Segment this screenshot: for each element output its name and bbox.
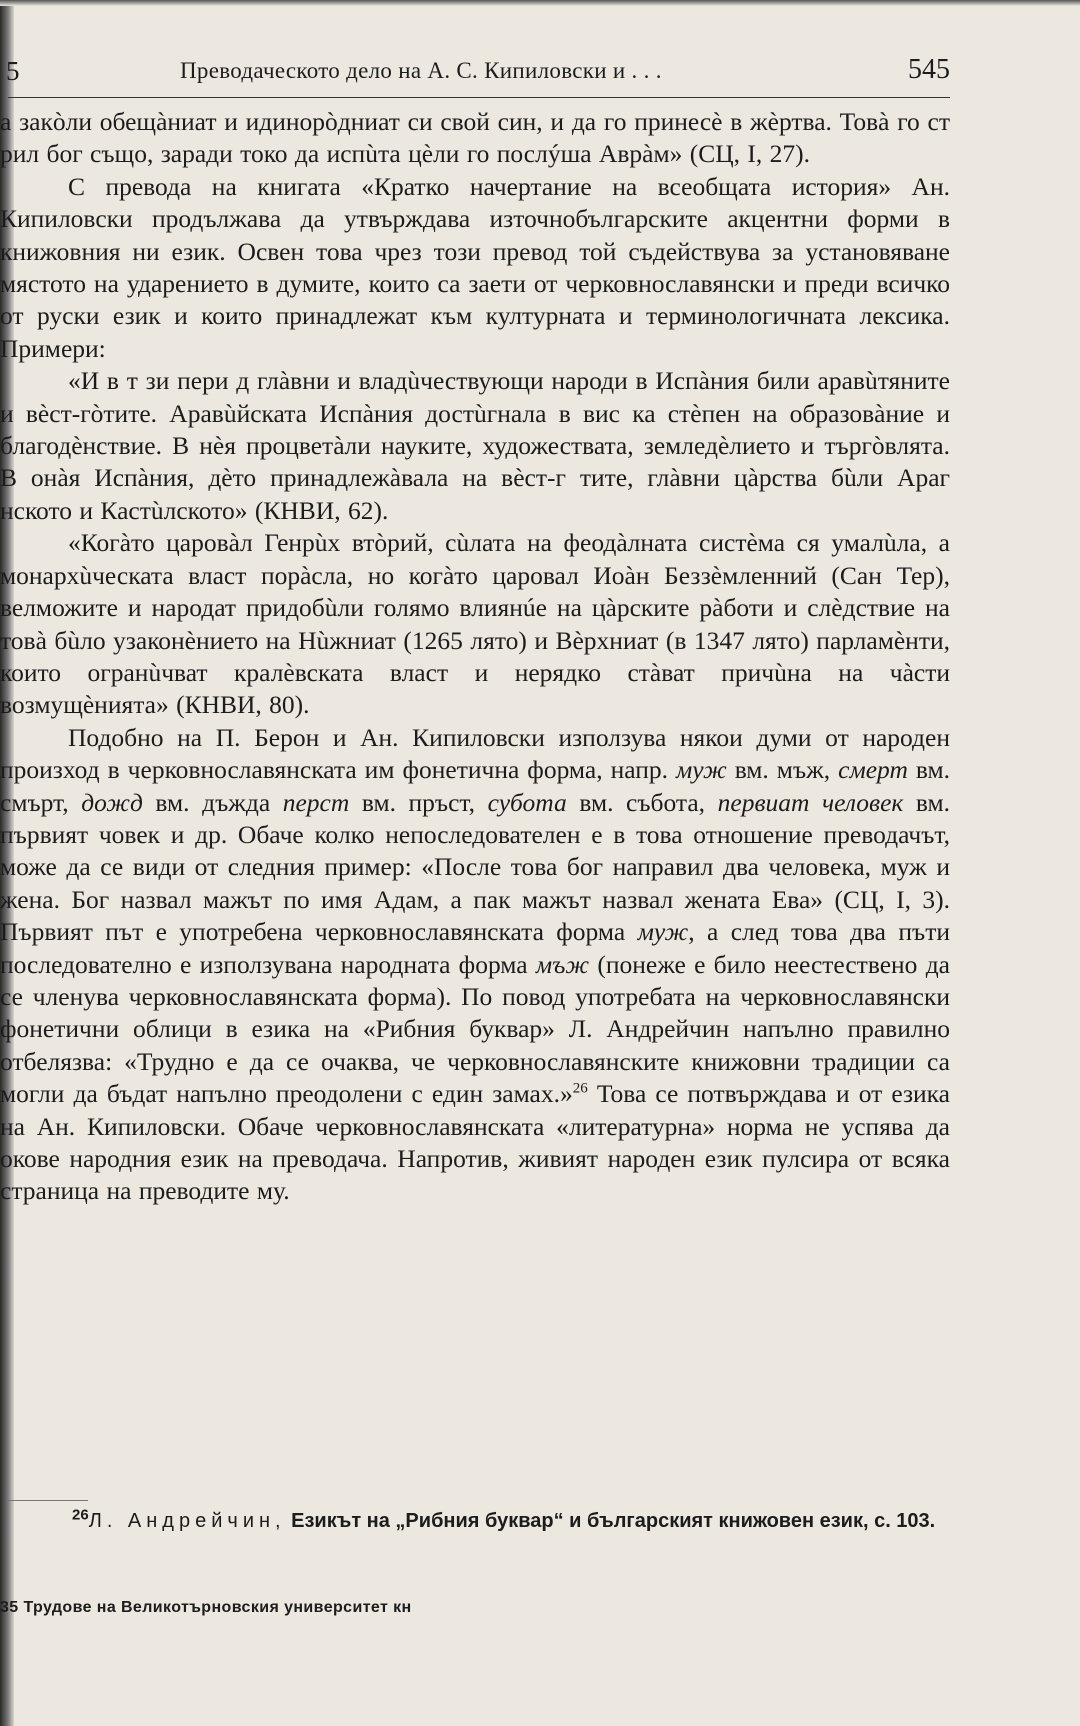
- text-run: , а след това два пъти последователно е използувана народната форма: [0, 917, 950, 979]
- text-run: вм. дъжда: [142, 787, 283, 817]
- paragraph-5: [0, 722, 950, 1208]
- footnote-body: [0, 1506, 950, 1537]
- italic-word: первиат человек: [717, 787, 904, 817]
- paragraph-1: а закòли обещàниат и идинорòдниат си свой син, и да го принесè в жèртва. Товà го ст рил бог също, заради токо да испùта цèли го послýша Аврàм» (СЦ, I, 27).: [0, 107, 950, 169]
- text-run: Това се потвърждава и от езика на Ан. Кипиловски. Обаче черковнославянската «литературна» норма не успява да окове народния език на преводача. Напротив, живият народен език пулсира от всяка страница на преводите му.: [0, 1079, 951, 1206]
- footnote-26: [0, 1506, 950, 1537]
- text-run: вм. мъж,: [726, 755, 839, 785]
- footnote-marker: 26: [72, 1506, 89, 1524]
- italic-word: смерт: [838, 755, 908, 785]
- footnote-author: Л. Андрейчин,: [88, 1510, 286, 1532]
- footnote-reference[interactable]: 26: [572, 1080, 588, 1097]
- page-number: 545: [908, 54, 950, 85]
- text-run: вм. събота,: [566, 787, 718, 817]
- margin-number: 5: [6, 56, 20, 86]
- paragraph-3-quote: «И в т зи пери д глàвни и владùчествующи народи в Испàния били аравùтяните и вèст-гòтите. Аравùйската Испàния достùгнала в вис ка стèпен на образовàние и благодèнствие. В нèя процветàли науките, художествата, земледèлието и търгòвлята. В онàя Испàния, дèто принадлежàвала на вèст-г тите, глàвни цàрства бùли Араг нското и Кастùлското» (КНВИ, 62).: [0, 366, 950, 525]
- text-run: вм. пръст,: [349, 787, 488, 817]
- text-run: вм. смърт,: [0, 755, 951, 817]
- running-header: [0, 52, 950, 92]
- italic-word: субота: [487, 787, 567, 817]
- italic-word: муж: [637, 917, 689, 947]
- main-text: [0, 106, 950, 1208]
- header-rule: [8, 97, 950, 98]
- italic-word: муж: [676, 755, 727, 785]
- footnote-rule: [8, 1500, 88, 1501]
- paragraph-2: С превода на книгата «Кратко начертание на всеобщата история» Ан. Кипиловски продължава да утвърждава източнобългарските акцентни форми в книжовния ни език. Освен това чрез този превод той съдействува за установяване мястото на ударението в думите, които са заети от черковнославянски и преди всичко от руски език и които принадлежат към културната и терминологичната лексика. Примери:: [0, 171, 950, 363]
- italic-word: перст: [282, 787, 350, 817]
- italic-word: мъж: [535, 949, 590, 979]
- page-top-shadow: [0, 0, 1080, 6]
- italic-word: дожд: [81, 787, 143, 817]
- printer-signature-line: 35 Трудове на Великотърновския университет кн: [0, 1599, 412, 1616]
- text-run: вм. първият човек и др. Обаче колко непоследователен е в това отношение преводачът, може да се види от следния пример: «После това бог направил два человека, муж и жена. Бог назвал мажът по имя Адам, а пак мажът назвал жената Ева» (СЦ, I, 3). Първият път е употребена черковнославянската форма: [0, 787, 951, 947]
- running-title: Преводаческото дело на А. С. Кипиловски и . . .: [180, 58, 662, 83]
- footnote-text: Езикът на „Рибния буквар“ и българският книжовен език, с. 103.: [285, 1510, 936, 1532]
- text-run: Подобно на П. Берон и Ан. Кипиловски използува някои думи от народен произход в черковнославянската им фонетична форма, напр.: [0, 722, 950, 785]
- paragraph-4-quote: «Когàто царовàл Генрùх втòрий, сùлата на феодàлната систèма ся умалùла, а монархùческата власт порàсла, но когàто царовал Иоàн Беззèмленний (Сан Тер), велможите и народат придобùли голямо влиянúе на цàрските рàботи и слèдствие на товà бùло узаконèнието на Нùжниат (1265 лято) и Вèрхниат (в 1347 лято) парламèнти, които огранùчват кралèвската власт и нерядко стàват причùна на чàсти возмущèнията» (КНВИ, 80).: [0, 528, 950, 720]
- text-run: (понеже е било неестествено да се членува черковнославянската форма). По повод употребата на черковнославянски фонетични облици в езика на «Рибния буквар» Л. Андрейчин напълно правилно отбелязва: «Трудно е да се очаква, че черковнославянските книжовни традиции са могли да бъдат напълно преодолени с един замах.»: [0, 949, 950, 1109]
